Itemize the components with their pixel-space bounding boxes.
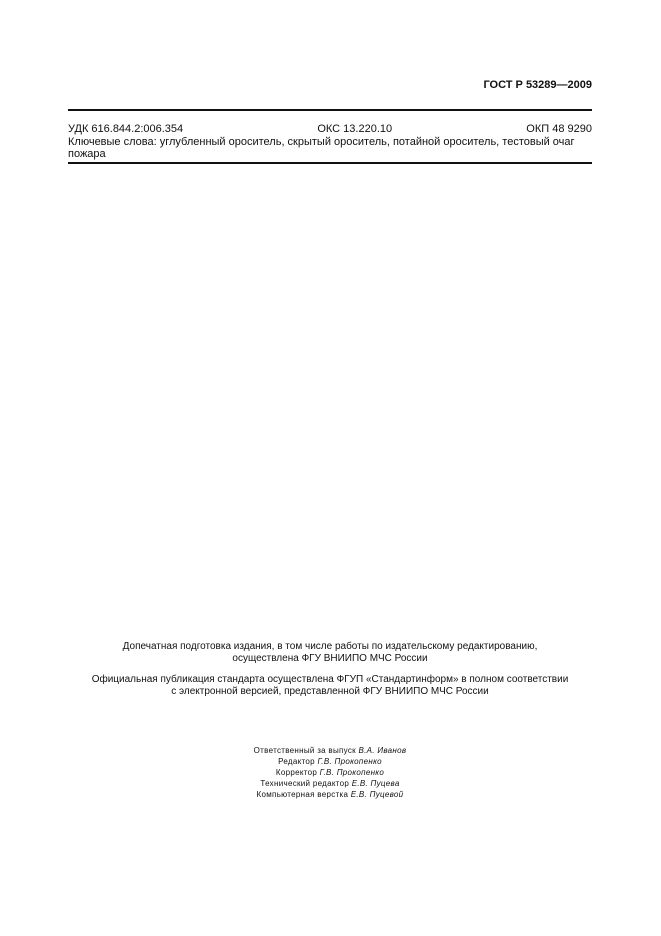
top-rule [68, 109, 592, 111]
credit-line [68, 789, 592, 800]
credit-name: В.А. Иванов [358, 746, 407, 755]
credit-line [68, 745, 592, 756]
oks-code: ОКС 13.220.10 [317, 123, 393, 135]
credit-line [68, 767, 592, 778]
credit-line [68, 756, 592, 767]
credit-role: Корректор [275, 768, 318, 777]
credit-role: Редактор [278, 757, 315, 766]
standard-number: ГОСТ Р 53289—2009 [483, 79, 592, 91]
note-line: Официальная публикация стандарта осуществлена ФГУП «Стандартинформ» в полном соответствии [91, 674, 569, 685]
publication-note [68, 674, 592, 698]
udk-code: УДК 616.844.2:006.354 [68, 123, 184, 135]
credit-name: Г.В. Прокопенко [319, 768, 385, 777]
credit-role: Ответственный за выпуск [253, 746, 356, 755]
prepress-note [68, 641, 592, 665]
credit-name: Г.В. Прокопенко [317, 757, 382, 766]
credit-name: Е.В. Пуцева [351, 779, 400, 788]
note-line: Допечатная подготовка издания, в том числе работы по издательскому редактированию, [122, 641, 538, 652]
okp-code: ОКП 48 9290 [526, 123, 592, 135]
credits [68, 745, 592, 800]
credit-role: Технический редактор [260, 779, 350, 788]
note-line: с электронной версией, представленной ФГУ ВНИИПО МЧС России [171, 686, 489, 697]
credit-line [68, 778, 592, 789]
note-line: осуществлена ФГУ ВНИИПО МЧС России [232, 653, 428, 664]
keywords: Ключевые слова: углубленный ороситель, скрытый ороситель, потайной ороситель, тестовый очаг пожара [68, 136, 575, 160]
credit-role: Компьютерная верстка [256, 790, 349, 799]
credit-name: Е.В. Пуцевой [350, 790, 404, 799]
classification-codes [68, 123, 592, 135]
bottom-rule [68, 162, 592, 164]
